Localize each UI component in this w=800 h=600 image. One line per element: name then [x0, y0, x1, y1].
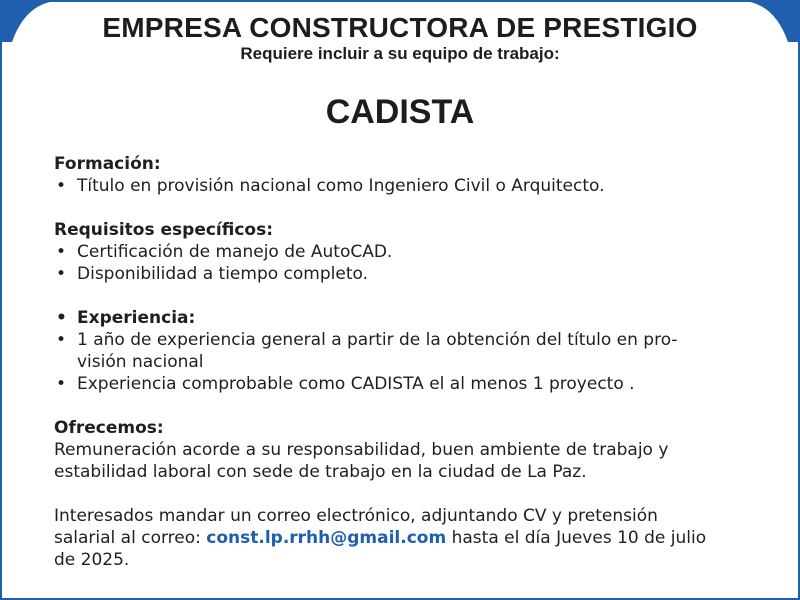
experiencia-title: • Experiencia:	[56, 308, 196, 328]
bullet-icon: •	[56, 374, 67, 394]
ofrecemos-section	[54, 417, 754, 483]
bullet-icon: •	[56, 176, 67, 196]
contacto-section	[54, 505, 754, 571]
company-name: EMPRESA CONSTRUCTORA DE PRESTIGIO	[102, 12, 698, 43]
bullet-icon: •	[56, 308, 67, 328]
list-item: • 1 año de experiencia general a partir de la obtención del título en pro- visión nacional	[56, 330, 678, 372]
formacion-list	[54, 175, 754, 197]
formacion-section	[54, 153, 754, 197]
contacto-text: Interesados mandar un correo electrónico, adjuntando CV y pretensión salarial al correo: const.lp.rrhh@gmail.com hasta el día Jueves 10 de julio de 2025.	[54, 506, 707, 570]
requisitos-title: Requisitos específicos:	[54, 220, 274, 240]
job-details	[54, 153, 754, 593]
formacion-title: Formación:	[54, 154, 161, 174]
subtitle: Requiere incluir a su equipo de trabajo:	[240, 44, 560, 63]
header	[0, 12, 800, 64]
ofrecemos-title: Ofrecemos:	[54, 418, 164, 438]
list-item: • Título en provisión nacional como Ingeniero Civil o Arquitecto.	[56, 176, 605, 196]
requisitos-list	[54, 241, 754, 285]
experiencia-section	[54, 307, 754, 395]
ofrecemos-text: Remuneración acorde a su responsabilidad, buen ambiente de trabajo y estabilidad laboral con sede de trabajo en la ciudad de La Paz.	[54, 440, 669, 482]
bullet-icon: •	[56, 242, 67, 262]
experiencia-list	[54, 307, 754, 395]
bullet-icon: •	[56, 264, 67, 284]
requisitos-section	[54, 219, 754, 285]
position-title: CADISTA	[325, 93, 475, 131]
list-item: • Experiencia comprobable como CADISTA el al menos 1 proyecto .	[56, 374, 635, 394]
list-item: • Certificación de manejo de AutoCAD.	[56, 242, 393, 262]
list-item: • Disponibilidad a tiempo completo.	[56, 264, 369, 284]
email-link[interactable]: const.lp.rrhh@gmail.com	[206, 528, 447, 548]
bullet-icon: •	[56, 330, 67, 350]
